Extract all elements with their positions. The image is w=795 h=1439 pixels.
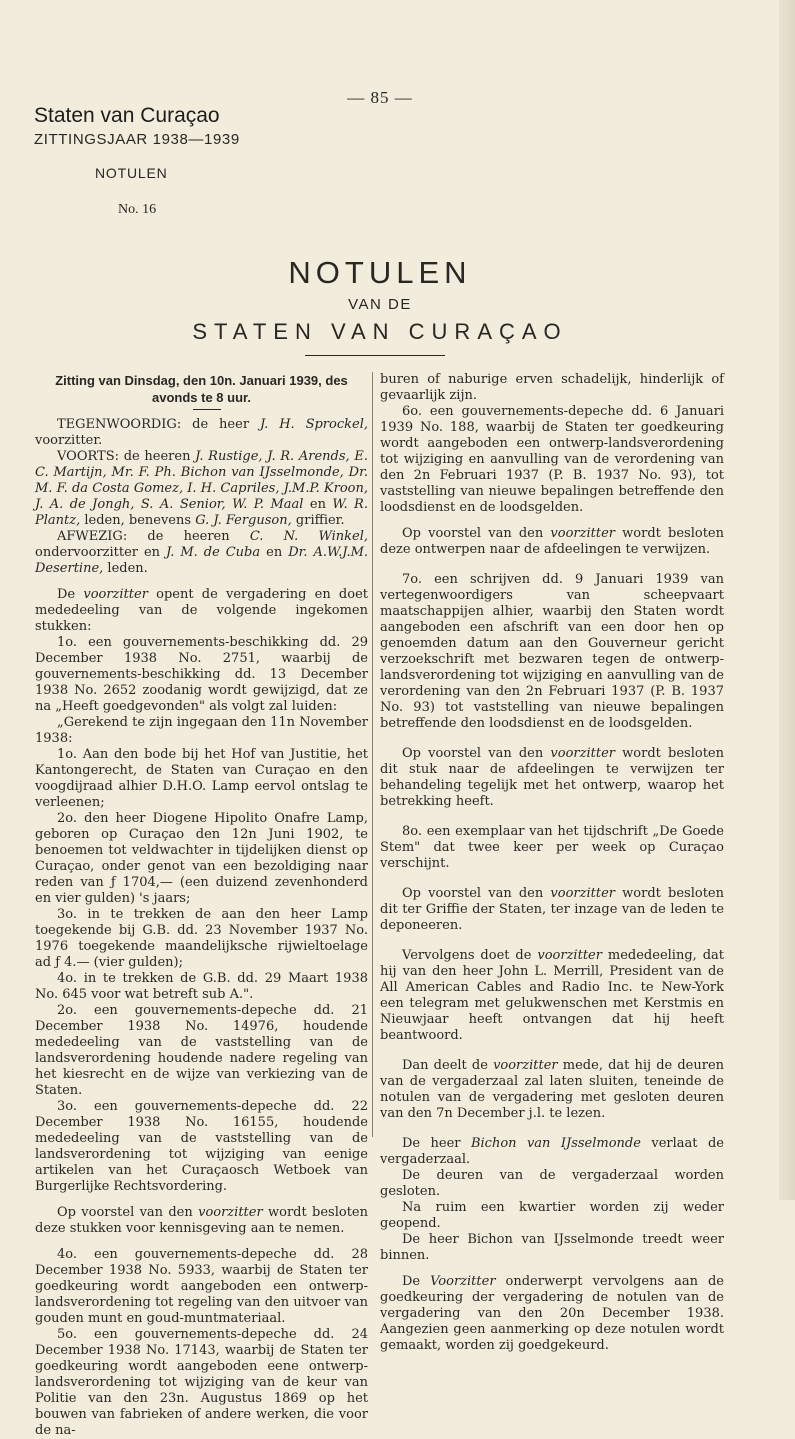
paragraph: 3o. een gouvernements-depeche dd. 22 December 1938 No. 16155, houdende mededeeling van de vaststelling van de landsverordening tot wijziging van eenige artikelen van het Curaçaosch Wetboek van Burgerlijke Rechtsvordering. <box>35 1099 368 1194</box>
session-line-2: avonds te 8 uur. <box>152 390 251 405</box>
paragraph: 8o. een exemplaar van het tijdschrift „De Goede Stem" dat twee keer per week op Curaçao verschijnt. <box>380 824 724 871</box>
left-column <box>35 417 368 1439</box>
paragraph: 2o. den heer Diogene Hipolito Onafre Lamp, geboren op Curaçao den 12n Juni 1902, te benoemen tot veldwachter in tijdelijken dienst op Curaçao, onder genot van een bezoldiging naar reden van ƒ 1704,— (een duizend zevenhonderd en vier gulden) 's jaars; <box>35 811 368 906</box>
paragraph: Dan deelt de voorzitter mede, dat hij de deuren van de vergaderzaal zal laten sluiten, teneinde de notulen van de vergadering met gesloten deuren van den 7n December j.l. te lezen. <box>380 1058 725 1121</box>
session-line-1: Zitting van Dinsdag, den 10n. Januari 1939, des <box>55 373 348 388</box>
paragraph: 4o. in te trekken de G.B. dd. 29 Maart 1938 No. 645 voor wat betreft sub A.". <box>35 971 368 1002</box>
paragraph: 3o. in te trekken de aan den heer Lamp toegekende bij G.B. dd. 23 November 1937 No. 1976 toegekende maandelijksche rijwieltoelage ad ƒ 4.— (vier gulden); <box>35 907 368 970</box>
paragraph: 7o. een schrijven dd. 9 Januari 1939 van vertegenwoordigers van scheepvaart maatschappijen alhier, waarbij den Staten wordt aangeboden een afschrift van een door hen op genoemden datum aan den Gouverneur gericht verzoekschrift met bezwaren tegen de ontwerp-landsverordening tot wijziging en aanvulling van de verordening van den 2n Februari 1937 (P. B. 1937 No. 93) tot vaststelling van nieuwe bepalingen betreffende den loodsdienst en de loodsgelden. <box>380 572 724 731</box>
title-sub: VAN DE <box>348 296 412 313</box>
paragraph: 2o. een gouvernements-depeche dd. 21 December 1938 No. 14976, houdende mededeeling van de vaststelling van de landsverordening houdende nadere regeling van het kiesrecht en de wijze van verkiezing van de Staten. <box>35 1003 368 1098</box>
page-edge <box>779 0 795 1200</box>
header-body-name: Staten van Curaçao <box>34 104 220 127</box>
attendance-absent: AFWEZIG: de heeren C. N. Winkel, ondervoorzitter en J. M. de Cuba en Dr. A.W.J.M. Desertine, leden. <box>35 529 369 576</box>
paragraph: De Voorzitter onderwerpt vervolgens aan de goedkeuring der vergadering de notulen van de vergadering van den 20n December 1938. Aangezien geen aanmerking op deze notulen wordt gemaakt, worden zij goedgekeurd. <box>380 1274 724 1353</box>
title-rule <box>305 355 445 356</box>
paragraph: 1o. Aan den bode bij het Hof van Justitie, het Kantongerecht, de Staten van Curaçao en den voogdijraad alhier D.H.O. Lamp eervol ontslag te verleenen; <box>35 747 368 810</box>
paragraph: De heer Bichon van IJsselmonde verlaat de vergaderzaal. <box>380 1136 724 1167</box>
session-rule <box>193 409 221 410</box>
paragraph: De heer Bichon van IJsselmonde treedt weer binnen. <box>380 1232 724 1263</box>
header-doc-type: NOTULEN <box>95 165 168 181</box>
paragraph: 4o. een gouvernements-depeche dd. 28 December 1938 No. 5933, waarbij de Staten ter goedkeuring wordt aangeboden een ontwerp-landsverordening tot regeling van den uitvoer van gouden munt en goud-muntmateriaal. <box>35 1247 368 1326</box>
paragraph: 1o. een gouvernements-beschikking dd. 29 December 1938 No. 2751, waarbij de gouvernements-beschikking dd. 13 December 1938 No. 2652 zoodanig wordt gewijzigd, dat ze na „Heeft goedgevonden" als volgt zal luiden: <box>35 635 368 714</box>
paragraph: Op voorstel van den voorzitter wordt besloten dit stuk naar de afdeelingen te verwijzen ter behandeling tegelijk met het ontwerp, waarop het betrekking heeft. <box>380 746 724 809</box>
paragraph: „Gerekend te zijn ingegaan den 11n November 1938: <box>35 715 368 746</box>
title-body: STATEN VAN CURAÇAO <box>192 319 568 344</box>
paragraph: Op voorstel van den voorzitter wordt besloten dit ter Griffie der Staten, ter inzage van de leden te deponeeren. <box>380 886 724 933</box>
paragraph: Op voorstel van den voorzitter wordt besloten deze ontwerpen naar de afdeelingen te verwijzen. <box>380 526 724 557</box>
paragraph: buren of naburige erven schadelijk, hinderlijk of gevaarlijk zijn. <box>380 372 724 403</box>
paragraph: De deuren van de vergaderzaal worden gesloten. <box>380 1168 724 1199</box>
paragraph: De voorzitter opent de vergadering en doet mededeeling van de volgende ingekomen stukken: <box>35 587 368 634</box>
right-column <box>380 372 724 1354</box>
attendance-present: TEGENWOORDIG: de heer J. H. Sprockel, voorzitter. <box>35 417 368 448</box>
paragraph: 5o. een gouvernements-depeche dd. 24 December 1938 No. 17143, waarbij de Staten ter goedkeuring wordt aangeboden eene ontwerp-landsverordening tot wijziging van de keur van Politie van den 23n. Augustus 1869 op het bouwen van fabrieken of andere werken, die voor de na- <box>35 1327 368 1438</box>
column-divider <box>372 372 373 1137</box>
attendance-also: VOORTS: de heeren J. Rustige, J. R. Arends, E. C. Martijn, Mr. F. Ph. Bichon van IJsselmonde, Dr. M. F. da Costa Gomez, I. H. Capriles, J.M.P. Kroon, J. A. de Jongh, S. A. Senior, W. P. Maal en W. R. Plantz, leden, benevens G. J. Ferguson, griffier. <box>35 449 368 528</box>
header-number: No. 16 <box>118 202 157 217</box>
header-session-year: ZITTINGSJAAR 1938—1939 <box>34 131 240 148</box>
paragraph: Vervolgens doet de voorzitter mededeeling, dat hij van den heer John L. Merrill, President van de All American Cables and Radio Inc. te New-York een telegram met gelukwenschen met Kerstmis en Nieuwjaar heeft ontvangen dat hij heeft beantwoord. <box>380 948 724 1043</box>
paragraph: Op voorstel van den voorzitter wordt besloten deze stukken voor kennisgeving aan te nemen. <box>35 1205 368 1236</box>
title-main: NOTULEN <box>288 255 472 290</box>
paragraph: 6o. een gouvernements-depeche dd. 6 Januari 1939 No. 188, waarbij de Staten ter goedkeuring wordt aangeboden een ontwerp-landsverordening tot wijziging en aanvulling van de verordening van den 2n Februari 1937 (P. B. 1937 No. 93), tot vaststelling van nieuwe bepalingen betreffende den loodsdienst en de loodsgelden. <box>380 404 724 515</box>
session-heading <box>35 372 368 406</box>
page-number: — 85 — <box>347 88 413 107</box>
paragraph: Na ruim een kwartier worden zij weder geopend. <box>380 1200 724 1231</box>
